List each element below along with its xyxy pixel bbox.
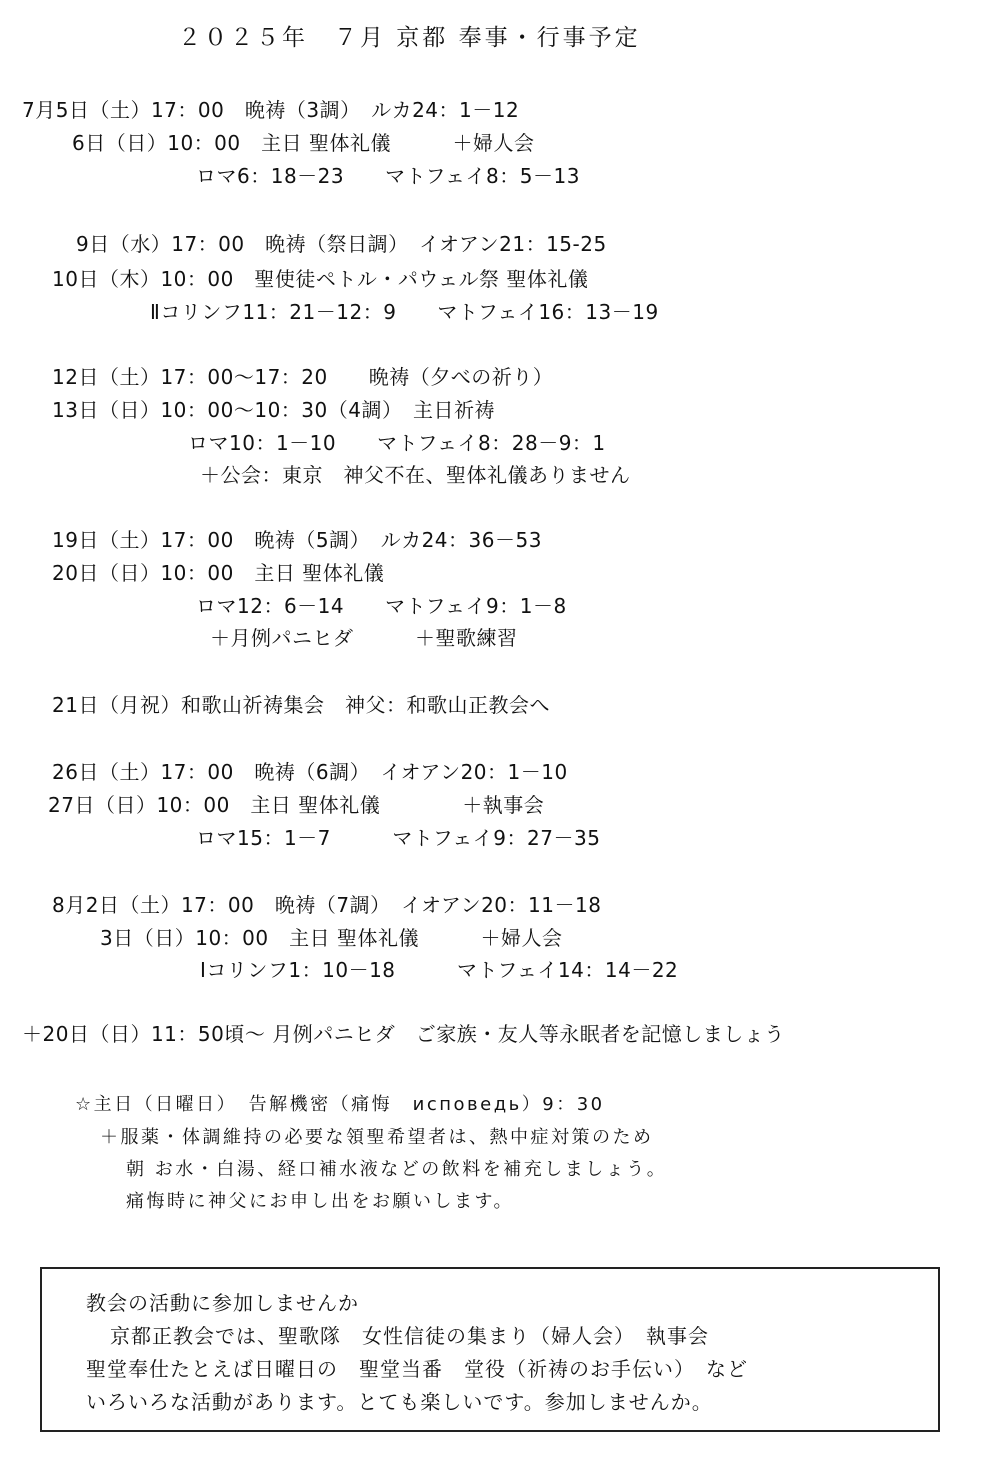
schedule-line: 27日（日）10：00 主日 聖体礼儀 ＋執事会 — [48, 793, 545, 817]
schedule-line: 9日（水）17：00 晩祷（祭日調） イオアン21：15-25 — [76, 232, 607, 256]
schedule-line: ロマ15：1－7 マトフェイ9：27－35 — [196, 826, 601, 850]
note-line: ＋服薬・体調維持の必要な領聖希望者は、熱中症対策のため — [100, 1127, 654, 1148]
schedule-line: ロマ6：18－23 マトフェイ8：5－13 — [196, 164, 580, 188]
note-line: 痛悔時に神父にお申し出をお願いします。 — [126, 1191, 515, 1212]
schedule-line: 12日（土）17：00～17：20 晩祷（夕べの祈り） — [52, 365, 554, 389]
schedule-line: 6日（日）10：00 主日 聖体礼儀 ＋婦人会 — [72, 131, 535, 155]
schedule-line: 19日（土）17：00 晩祷（5調） ルカ24：36－53 — [52, 528, 542, 552]
box-line: 京都正教会では、聖歌隊 女性信徒の集まり（婦人会） 執事会 — [110, 1324, 709, 1348]
schedule-line: ロマ10：1－10 マトフェイ8：28－9：1 — [188, 431, 606, 455]
note-line: ☆主日（日曜日） 告解機密（痛悔 исповедь）9：30 — [75, 1094, 605, 1115]
schedule-line: Ⅱコリンフ11：21－12：9 マトフェイ16：13－19 — [150, 300, 659, 324]
schedule-line: 20日（日）10：00 主日 聖体礼儀 — [52, 561, 385, 585]
schedule-line: Ⅰコリンフ1：10－18 マトフェイ14：14－22 — [200, 958, 679, 982]
schedule-line: 7月5日（土）17：00 晩祷（3調） ルカ24：1－12 — [22, 98, 520, 122]
activity-invitation-box — [40, 1267, 940, 1432]
box-line: 教会の活動に参加しませんか — [86, 1291, 359, 1315]
schedule-line: ＋公会：東京 神父不在、聖体礼儀ありません — [200, 463, 631, 487]
schedule-line: ＋20日（日）11：50頃～ 月例パニヒダ ご家族・友人等永眠者を記憶しましょう — [22, 1022, 785, 1046]
schedule-line: 10日（木）10：00 聖使徒ペトル・パウェル祭 聖体礼儀 — [52, 267, 589, 291]
note-line: 朝 お水・白湯、経口補水液などの飲料を補充しましょう。 — [126, 1159, 668, 1180]
box-line: 聖堂奉仕たとえば日曜日の 聖堂当番 堂役（祈祷のお手伝い） など — [86, 1357, 748, 1381]
box-line: いろいろな活動があります。とても楽しいです。参加しませんか。 — [86, 1390, 713, 1414]
schedule-line: 8月2日（土）17：00 晩祷（7調） イオアン20：11－18 — [52, 893, 602, 917]
schedule-line: 3日（日）10：00 主日 聖体礼儀 ＋婦人会 — [100, 926, 563, 950]
schedule-line: ロマ12：6－14 マトフェイ9：1－8 — [196, 594, 567, 618]
schedule-line: 26日（土）17：00 晩祷（6調） イオアン20：1－10 — [52, 760, 568, 784]
schedule-line: 21日（月祝）和歌山祈祷集会 神父：和歌山正教会へ — [52, 693, 550, 717]
schedule-line: ＋月例パニヒダ ＋聖歌練習 — [210, 626, 518, 650]
page-title: ２０２５年 ７月 京都 奉事・行事予定 — [178, 25, 641, 51]
schedule-line: 13日（日）10：00～10：30（4調） 主日祈祷 — [52, 398, 495, 422]
